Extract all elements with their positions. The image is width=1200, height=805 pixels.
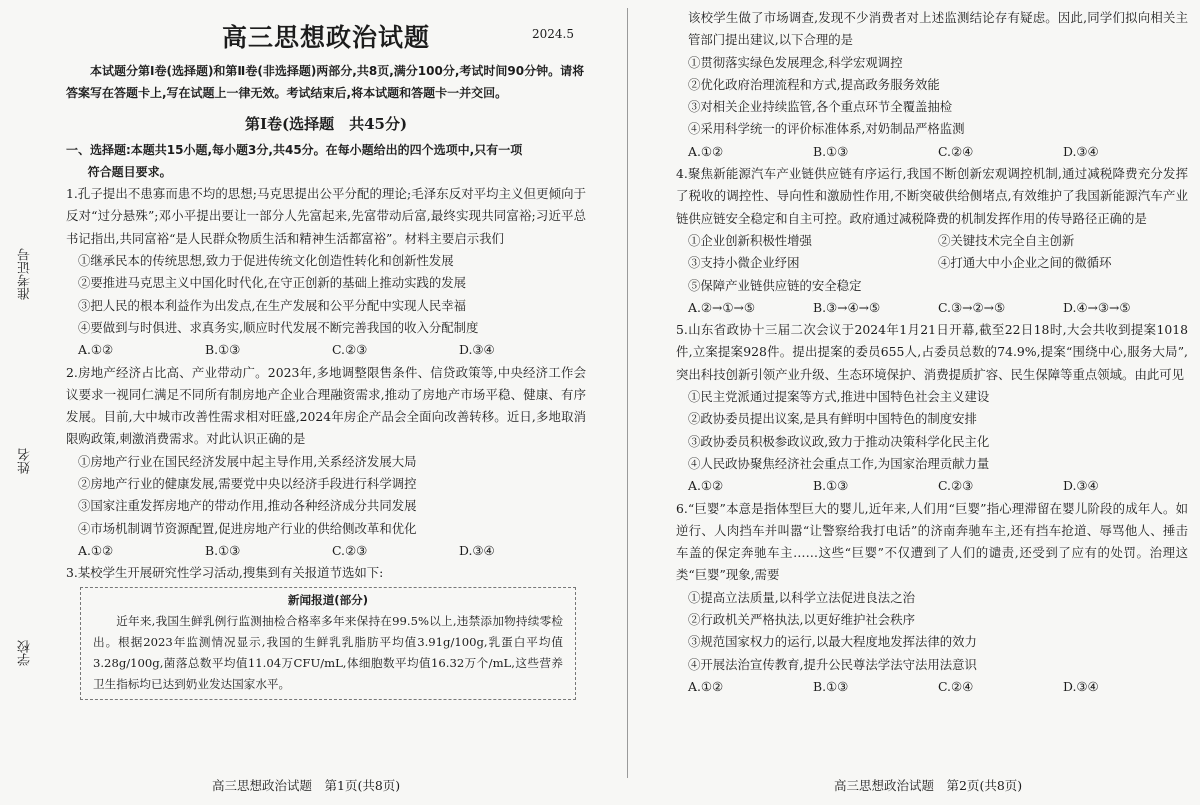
- side-label-exam-id: 准考证号: [18, 248, 33, 300]
- option-item: ②行政机关严格执法,以更好维护社会秩序: [688, 612, 915, 628]
- option-item: ③支持小微企业纾困: [688, 255, 800, 271]
- option-item: ①贯彻落实绿色发展理念,科学宏观调控: [688, 54, 903, 70]
- choice-c: C.②③: [332, 542, 368, 558]
- option-item: ①民主党派通过提案等方式,推进中国特色社会主义建设: [688, 389, 990, 405]
- choice-d: D.③④: [1063, 678, 1099, 694]
- choice-d: D.③④: [459, 342, 495, 358]
- choice-b: B.①③: [205, 542, 241, 558]
- answer-choices: [676, 141, 1188, 163]
- option-row: [676, 230, 1188, 252]
- choice-d: D.③④: [1063, 143, 1099, 159]
- option-item: ①房地产行业在国民经济发展中起主导作用,关系经济发展大局: [78, 453, 417, 469]
- option-item: ②房地产行业的健康发展,需要党中央以经济手段进行科学调控: [78, 476, 417, 492]
- choice-b: B.①③: [813, 678, 849, 694]
- choice-a: A.①②: [78, 342, 114, 358]
- option-item: ②要推进马克思主义中国化时代化,在守正创新的基础上推动实践的发展: [78, 275, 467, 291]
- option-item: ④开展法治宣传教育,提升公民尊法学法守法用法意识: [688, 656, 977, 672]
- exam-title-text: 高三思想政治试题: [221, 23, 430, 52]
- choice-c: C.②④: [938, 678, 974, 694]
- option-item: ②优化政府治理流程和方式,提高政务服务效能: [688, 76, 940, 92]
- answer-choices: [676, 475, 1188, 497]
- section-title: 第Ⅰ卷(选择题 共45分): [244, 114, 408, 133]
- option-item: ④采用科学统一的评价标准体系,对奶制品严格监测: [688, 121, 965, 137]
- option-item: ③规范国家权力的运行,以最大程度地发挥法律的效力: [688, 634, 977, 650]
- choice-a: A.①②: [78, 542, 114, 558]
- question-stem: 4.聚焦新能源汽车产业链供应链有序运行,我国不断创新宏观调控机制,通过减税降费充分发挥了税收的调控性、导向性和激励性作用,不断突破供给侧堵点,有效维护了我国新能源汽车产业链供应链安全稳定和自主可控。政府通过减税降费的机制发挥作用的传导路径正确的是: [676, 166, 1188, 226]
- question-2: [66, 362, 586, 563]
- question-stem: 2.房地产经济占比高、产业带动广。2023年,多地调整限售条件、信贷政策等,中央经济工作会议要求一视同仁满足不同所有制房地产企业合理融资需求,推动了房地产市场平稳、健康、有序发展。目前,大中城市改善性需求相对旺盛,2024年房企产品会全面向改善转移。近日,多地取消限购政策,刺激消费需求。对此认识正确的是: [66, 364, 586, 447]
- option-item: ③政协委员积极参政议政,致力于推动决策科学化民主化: [688, 433, 990, 449]
- page-1: [66, 0, 586, 700]
- option-item: ③国家注重发挥房地产的带动作用,推动各种经济成分共同发展: [78, 498, 417, 514]
- choice-c: C.②③: [332, 342, 368, 358]
- choice-c: C.③→②→⑤: [938, 299, 1006, 315]
- choice-d: D.③④: [1063, 478, 1099, 494]
- question-stem: 6.“巨婴”本意是指体型巨大的婴儿,近年来,人们用“巨婴”指心理滞留在婴儿阶段的成年人。如逆行、人肉挡车并叫嚣“让警察给我打电话”的济南奔驰车主,还有挡车抢道、辱骂他人、捶击车盖的保定奔驰车主……这些“巨婴”不仅遭到了人们的谴责,还受到了应有的处罚。治理这类“巨婴”现象,需要: [676, 500, 1188, 583]
- option-item: ④人民政协聚焦经济社会重点工作,为国家治理贡献力量: [688, 455, 990, 471]
- question-3: [66, 562, 586, 699]
- choice-b: B.①③: [813, 143, 849, 159]
- news-report-title: 新闻报道(部分): [287, 592, 369, 607]
- option-item: ⑤保障产业链供应链的安全稳定: [688, 277, 862, 293]
- question-4: [676, 163, 1188, 319]
- question-1: [66, 183, 586, 361]
- choice-a: A.①②: [688, 478, 724, 494]
- question-5: [676, 319, 1188, 497]
- page-divider: [627, 8, 628, 778]
- option-item: ④打通大中小企业之间的微循环: [938, 255, 1112, 271]
- question-stem: 5.山东省政协十三届二次会议于2024年1月21日开幕,截至22日18时,大会共收到提案1018件,立案提案928件。提出提案的委员655人,占委员总数的74.9%,提案“围绕中心,服务大局”,突出科技创新引领产业升级、生态环境保护、消费提质扩容、民生保障等重点领域。由此可见: [676, 322, 1188, 382]
- option-item: ①企业创新积极性增强: [688, 232, 812, 248]
- answer-choices: [676, 297, 1188, 319]
- question-stem: 该校学生做了市场调查,发现不少消费者对上述监测结论存有疑虑。因此,同学们拟向相关主管部门提出建议,以下合理的是: [688, 10, 1188, 48]
- side-label-name: 姓名: [18, 448, 33, 474]
- option-row: [676, 252, 1188, 274]
- section-instructions-line1: 一、选择题:本题共15小题,每小题3分,共45分。在每小题给出的四个选项中,只有一项: [66, 142, 523, 157]
- question-stem: 3.某校学生开展研究性学习活动,搜集到有关报道节选如下:: [66, 565, 384, 581]
- page-1-footer: 高三思想政治试题 第1页(共8页): [212, 778, 401, 793]
- page-2-footer: 高三思想政治试题 第2页(共8页): [834, 778, 1023, 793]
- option-item: ④市场机制调节资源配置,促进房地产行业的供给侧改革和优化: [78, 520, 417, 536]
- choice-c: C.②③: [938, 478, 974, 494]
- choice-c: C.②④: [938, 143, 974, 159]
- choice-a: A.①②: [688, 678, 724, 694]
- section-instructions-line2: 符合题目要求。: [87, 164, 172, 179]
- choice-d: D.④→③→⑤: [1063, 299, 1131, 315]
- choice-b: B.①③: [205, 342, 241, 358]
- choice-d: D.③④: [459, 542, 495, 558]
- option-item: ②政协委员提出议案,是具有鲜明中国特色的制度安排: [688, 411, 977, 427]
- exam-date: 2024.5: [532, 27, 574, 41]
- option-item: ③对相关企业持续监管,各个重点环节全覆盖抽检: [688, 99, 953, 115]
- news-report-body: 近年来,我国生鲜乳例行监测抽检合格率多年来保持在99.5%以上,违禁添加物持续零检出。根据2023年监测情况显示,我国的生鲜乳乳脂肪平均值3.91g/100g,乳蛋白平均值3.28g/100g,菌落总数平均值11.04万CFU/mL,体细胞数平均值16.32万个/mL,这些营养卫生指标均已达到奶业发达国家水平。: [93, 613, 563, 691]
- option-item: ③把人民的根本利益作为出发点,在生产发展和公平分配中实现人民幸福: [78, 297, 467, 313]
- exam-notice: 本试题分第Ⅰ卷(选择题)和第Ⅱ卷(非选择题)两部分,共8页,满分100分,考试时间90分钟。请将答案写在答题卡上,写在试题上一律无效。考试结束后,将本试题和答题卡一并交回。: [66, 64, 585, 101]
- option-item: ①继承民本的传统思想,致力于促进传统文化创造性转化和创新性发展: [78, 253, 454, 269]
- choice-a: A.①②: [688, 143, 724, 159]
- answer-choices: [676, 676, 1188, 698]
- news-report-box: [80, 587, 576, 700]
- answer-choices: [66, 339, 586, 361]
- choice-b: B.③→④→⑤: [813, 299, 881, 315]
- option-item: ①提高立法质量,以科学立法促进良法之治: [688, 589, 915, 605]
- option-item: ④要做到与时俱进、求真务实,顺应时代发展不断完善我国的收入分配制度: [78, 319, 479, 335]
- question-stem: 1.孔子提出不患寡而患不均的思想;马克思提出公平分配的理论;毛泽东反对平均主义但更倾向于反对“过分悬殊”;邓小平提出要让一部分人先富起来,先富带动后富,最终实现共同富裕;习近平总书记指出,共同富裕“是人民群众物质生活和精神生活都富裕”。材料主要启示我们: [66, 186, 586, 246]
- side-label-school: 学校: [18, 640, 33, 666]
- page-2: [676, 7, 1188, 698]
- option-item: ②关键技术完全自主创新: [938, 232, 1075, 248]
- choice-a: A.②→①→⑤: [688, 299, 755, 315]
- section-instructions: [66, 139, 586, 184]
- question-3-continued: [676, 7, 1188, 163]
- choice-b: B.①③: [813, 478, 849, 494]
- exam-title: [66, 20, 586, 56]
- answer-choices: [66, 540, 586, 562]
- question-6: [676, 498, 1188, 699]
